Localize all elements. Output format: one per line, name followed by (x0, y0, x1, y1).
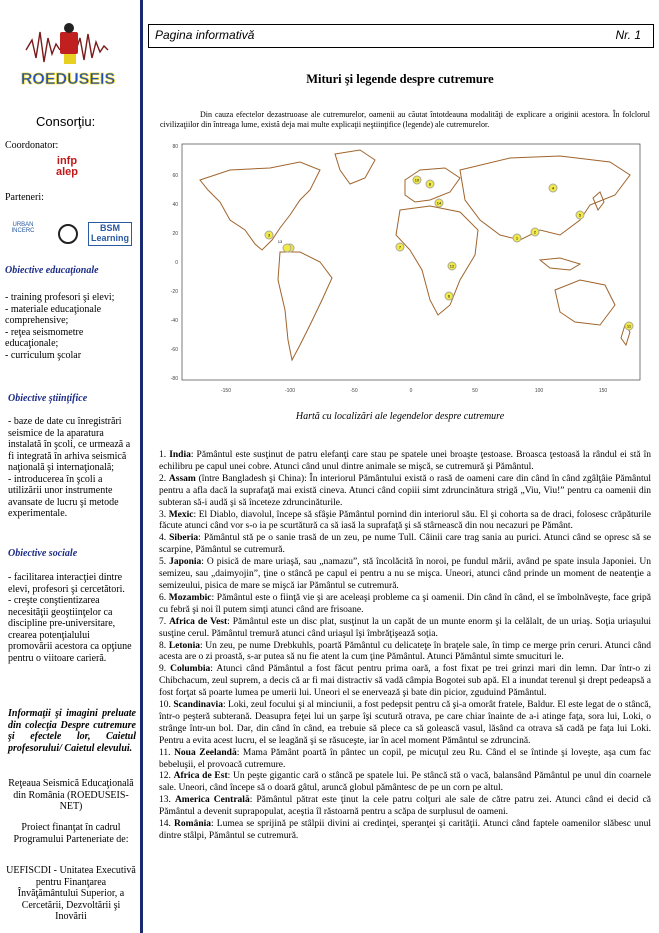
legend-item (159, 771, 651, 795)
y-tick: -20 (170, 289, 178, 295)
legend-number: 1. (159, 450, 170, 460)
legend-item (159, 593, 651, 617)
legend-number: 7. (159, 616, 170, 627)
roeduseis-logo (6, 10, 131, 90)
legend-name: Scandinavia (173, 700, 223, 711)
legend-text: : Un zeu, pe nume Drebkuhls, poartă Pământul cu delicateţe în braţele sale, în timp ce merge prin ceruri. Atunci când acesta are o zi proastă, s-ar putea să nu fie atent la cum ţine Pământul. Atunci Pământul simte smucituri le. (159, 640, 651, 663)
edu-heading: Obiective educaţionale (5, 265, 99, 276)
legend-item (159, 641, 651, 665)
intro-paragraph: Din cauza efectelor dezastruoase ale cutremurelor, oamenii au căutat întotdeauna modalităţi de explicare a originii acestora. În folclorul civilizaţiilor din întreaga lume, există deja mai multe explicaţii neştiinţifice (legende) ale cutremurelor. (160, 110, 650, 129)
y-tick: -40 (170, 318, 178, 324)
legend-number: 12. (159, 771, 174, 782)
legend-number: 4. (159, 533, 170, 544)
bsm-logo: BSM Learning (88, 222, 132, 246)
legend-name: Mexic (168, 509, 194, 520)
svg-text:1: 1 (515, 235, 519, 241)
legend-text: : El Diablo, diavolul, începe să sfâşie Pământul pornind din interiorul său. El şi cohorta sa de draci, folosesc crăpăturile făcute atunci când vor s-o ia pe scurtătură ca să iasă la suprafaţă şi să stârnească din nou necazuri pe Pământ. (159, 509, 652, 532)
legend-number: 3. (159, 509, 169, 520)
svg-text:6: 6 (447, 293, 451, 299)
legend-number: 8. (159, 640, 169, 651)
sci-list: - baze de date cu înregistrări seismice de la aparatura instalată în şcoli, ce urmează a fi integrată în arhiva seismică naţională şi internaţională; - introducerea în şcoli a utilizării unor instrumente avansate de lucru şi metode experimentale. (8, 416, 131, 519)
university-seal-icon (58, 224, 78, 244)
marker-7 (396, 243, 404, 251)
infp-logo: infp alep (55, 155, 78, 178)
svg-text:5: 5 (578, 212, 582, 218)
legend-number: 10. (159, 700, 174, 711)
legend-name: Letonia (168, 640, 200, 651)
legend-number: 11. (159, 747, 175, 758)
y-tick: 0 (175, 260, 178, 266)
legend-text: : Atunci când Pământul a fost făcut pentru prima oară, a fost fixat pe trei grinzi mari din lemn. Dar într-o zi Chibchacum, zeul suprem, a decis că ar fi mai distractiv să vadă câmpia Bogotei sub apă. El a inundat terenul şi drept pedeapsă a fost forţat să poarte lumea pe umerii lui. Uneori el se enervează şi bate din picior, zguduind Pământul. (159, 664, 652, 699)
legend-text: : Un peşte gigantic cară o stâncă pe spatele lui. Pe stâncă stă o vacă, balansând Pământul pe unul din coarnele sale. Uneori, când începe să o doară gâtul, aruncă globul pământesc de pe un corn pe altul. (159, 771, 652, 794)
x-tick: 50 (472, 388, 478, 394)
legend-item (159, 557, 651, 593)
legend-item (159, 510, 651, 534)
legend-name: Mozambic (168, 592, 212, 603)
legend-text: : Lumea se sprijină pe stâlpii divini ai credinţei, speranţei şi carităţii. Atunci când faptele oamenilor slăbesc unul dintre stâlpi, Pământul se cutremură. (159, 819, 652, 841)
legend-text: (între Bangladesh şi China): În interiorul Pământului există o rasă de oameni care din când în când zgâlţâie Pământul pentru a afla dacă la suprafaţă mai există cineva. Atunci când copiii simt zdruncinătura strigă „Viu, Viu!” pentru ca oamenii din subteran să-i audă şi să înceteze zdruncinăturile. (159, 473, 651, 508)
svg-text:10: 10 (414, 177, 420, 183)
marker-1 (513, 234, 521, 242)
marker-6 (445, 292, 453, 300)
legend-name: România (174, 819, 211, 830)
info-credit: Informaţii şi imagini preluate din colecţia Despre cutremure şi efectele lor, Caietul profesorului/ Caietul elevului. (8, 708, 136, 754)
legend-number: 6. (159, 592, 169, 603)
soc-heading: Obiective sociale (8, 548, 78, 559)
y-tick: 80 (172, 144, 178, 150)
marker-12 (448, 262, 456, 270)
legend-number: 14. (159, 819, 175, 830)
y-tick: 40 (172, 202, 178, 208)
legend-name: India (169, 450, 191, 460)
sidebar (0, 0, 142, 933)
soc-list: - facilitarea interacţiei dintre elevi, profesori şi cercetători. - creşte conştientizarea necesităţii geoştiinţelor ca discipline pre-universitare, crearea potenţialului promovării acestora ca opţiune pentru o viitoare carieră. (8, 572, 132, 664)
legend-item (159, 474, 651, 510)
map-caption: Hartă cu localizări ale legendelor despre cutremure (295, 411, 505, 422)
header-right: Nr. 1 (615, 28, 641, 42)
agency-name: UEFISCDI - Unitatea Executivă pentru Finanţarea Învăţământului Superior, a Cercetării, Dezvoltării şi Inovării (6, 865, 136, 922)
svg-text:4: 4 (551, 185, 555, 191)
svg-text:2: 2 (533, 229, 537, 235)
legend-item (159, 533, 651, 557)
legend-name: Japonia (169, 557, 202, 568)
urban-incerc-logo: URBAN INCERC (11, 222, 35, 234)
funding-text: Proiect finanţat în cadrul Programului Parteneriate de: (13, 822, 129, 845)
legend-number: 13. (159, 795, 175, 806)
y-tick: -80 (170, 376, 178, 382)
legend-item (159, 617, 651, 641)
x-tick: 100 (534, 388, 544, 394)
edu-list: - training profesori şi elevi; - materiale educaţionale comprehensive; - reţea seismometre educaţionale; - curriculum şcolar (5, 292, 115, 361)
legend-text: : Loki, zeul focului şi al minciunii, a fost pedepsit pentru că şi-a omorât fratele, Baldur. El este legat de o stâncă, într-o peşteră subterană. Deasupra feţei lui un şarpe îşi scutură otrava, pe care chiar înainte de a-i atinge faţa, sora lui, Loki, o strânge într-un bol. Dar, din când în când, ea trebuie să plece ca să golească vasul, lăsând ca otrava să cadă pe faţa lui Loki. Pentru a evita acest lucru, el se leagănă şi se răsuceşte, iar în acel moment Pământul se zdruncină. (159, 700, 651, 746)
sidebar-divider (140, 0, 143, 933)
legend-name: America Centrală (174, 795, 250, 806)
legend-name: Columbia (170, 664, 211, 675)
page-header (148, 24, 654, 48)
legend-name: Africa de Est (173, 771, 228, 782)
legend-text: : Pământul pătrat este ţinut la cele patru colţuri ale sale de către patru zei. Atunci când ei decid că Pământul a devenit suprapopulat, aceştia îl răstoarnă pentru a scăpa de surplusul de oameni. (159, 795, 652, 818)
legend-name: Africa de Vest (169, 616, 228, 627)
legend-item (159, 795, 651, 819)
legend-number: 2. (159, 473, 169, 484)
map-frame (182, 144, 640, 380)
legend-text: : Mama Pământ poartă în pântec un copil, pe micuţul zeu Ru. Când el se întinde şi loveşte, aşa cum fac bebeluşii, el provoacă cutremure. (159, 747, 651, 770)
legend-name: Assam (168, 473, 196, 484)
legend-number: 5. (159, 557, 170, 568)
svg-text:ROEDUSEIS: ROEDUSEIS (20, 71, 116, 88)
svg-text:7: 7 (398, 244, 402, 250)
partners-label: Parteneri: (5, 192, 44, 203)
legend-name: Noua Zeelandă (174, 747, 237, 758)
marker-8 (426, 180, 434, 188)
svg-text:8: 8 (428, 181, 432, 187)
legend-number: 9. (159, 664, 171, 675)
x-tick: -150 (220, 388, 232, 394)
marker-2 (531, 228, 539, 236)
marker-11 (625, 322, 633, 330)
legend-text: : Pământul este un disc plat, susţinut la un capăt de un munte enorm şi la celălalt, de un uriaş. Soţia uriaşului susţine cerul. Pământul tremură atunci când uriaşul îşi îmbrăţişează soţia. (159, 616, 651, 639)
legend-text: : O pisică de mare uriaşă, sau „namazu”, stă încolăcită în noroi, pe fundul mării, având pe spate insula Japoniei. Un semizeu, sau „daimyojin”, ţine o stâncă pe capul ei pentru a nu se mişca. Uneori, atunci când prinde un moment de neatenţie a semizeului, pisica de mare se mişcă iar Pământul se cutremură. (159, 557, 651, 591)
legend-item (159, 819, 651, 843)
marker-5 (576, 211, 584, 219)
consortium-label: Consorţiu: (36, 114, 96, 129)
world-map (160, 140, 650, 400)
x-tick: -100 (284, 388, 296, 394)
marker-14 (435, 199, 443, 207)
legend-item (159, 700, 651, 748)
x-tick: 150 (598, 388, 608, 394)
svg-text:11: 11 (626, 323, 632, 329)
svg-text:13: 13 (277, 239, 283, 244)
y-tick: -60 (170, 347, 178, 353)
coordinator-label: Coordonator: (5, 140, 59, 151)
svg-text:14: 14 (436, 200, 442, 206)
y-tick: 20 (172, 231, 178, 237)
legend-item (159, 450, 651, 474)
svg-text:12: 12 (449, 263, 455, 269)
legend-text: : Pământul este o fiinţă vie şi are aceleaşi probleme ca şi oamenii. Din când în când, el se îmbolnăveşte, face gripă cu febră şi noi îl putem simţi atunci când are frisoane. (159, 592, 652, 615)
legend-name: Siberia (169, 533, 199, 544)
marker-10 (413, 176, 421, 184)
legend-text: : Pământul stă pe o sanie trasă de un zeu, pe nume Tull. Câinii care trag sania au purici. Atunci când se opresc să se scarpine, Pământul se cutremură. (159, 533, 652, 556)
x-tick: -50 (350, 388, 358, 394)
sci-heading: Obiective ştiinţifice (8, 393, 88, 404)
marker-4 (549, 184, 557, 192)
marker-3 (265, 231, 273, 239)
x-tick: 0 (409, 388, 413, 394)
svg-text:3: 3 (267, 232, 271, 238)
legend-item (159, 748, 651, 772)
network-name: Reţeaua Seismică Educaţională din România (ROEDUSEIS-NET) (8, 778, 134, 812)
header-left: Pagina informativă (155, 28, 255, 42)
legend-text: : Pământul este susţinut de patru elefanţi care stau pe spatele unei broaşte ţestoase. Broasca ţestoasă la rândul ei stă în echilibru pe capul unei cobre. Atunci când unul dintre animale se mişcă, se cutremură şi Pământul. (159, 450, 651, 472)
page-title: Mituri şi legende despre cutremure (306, 72, 494, 86)
legends-list (159, 450, 651, 843)
y-tick: 60 (172, 173, 178, 179)
legend-item (159, 664, 651, 700)
